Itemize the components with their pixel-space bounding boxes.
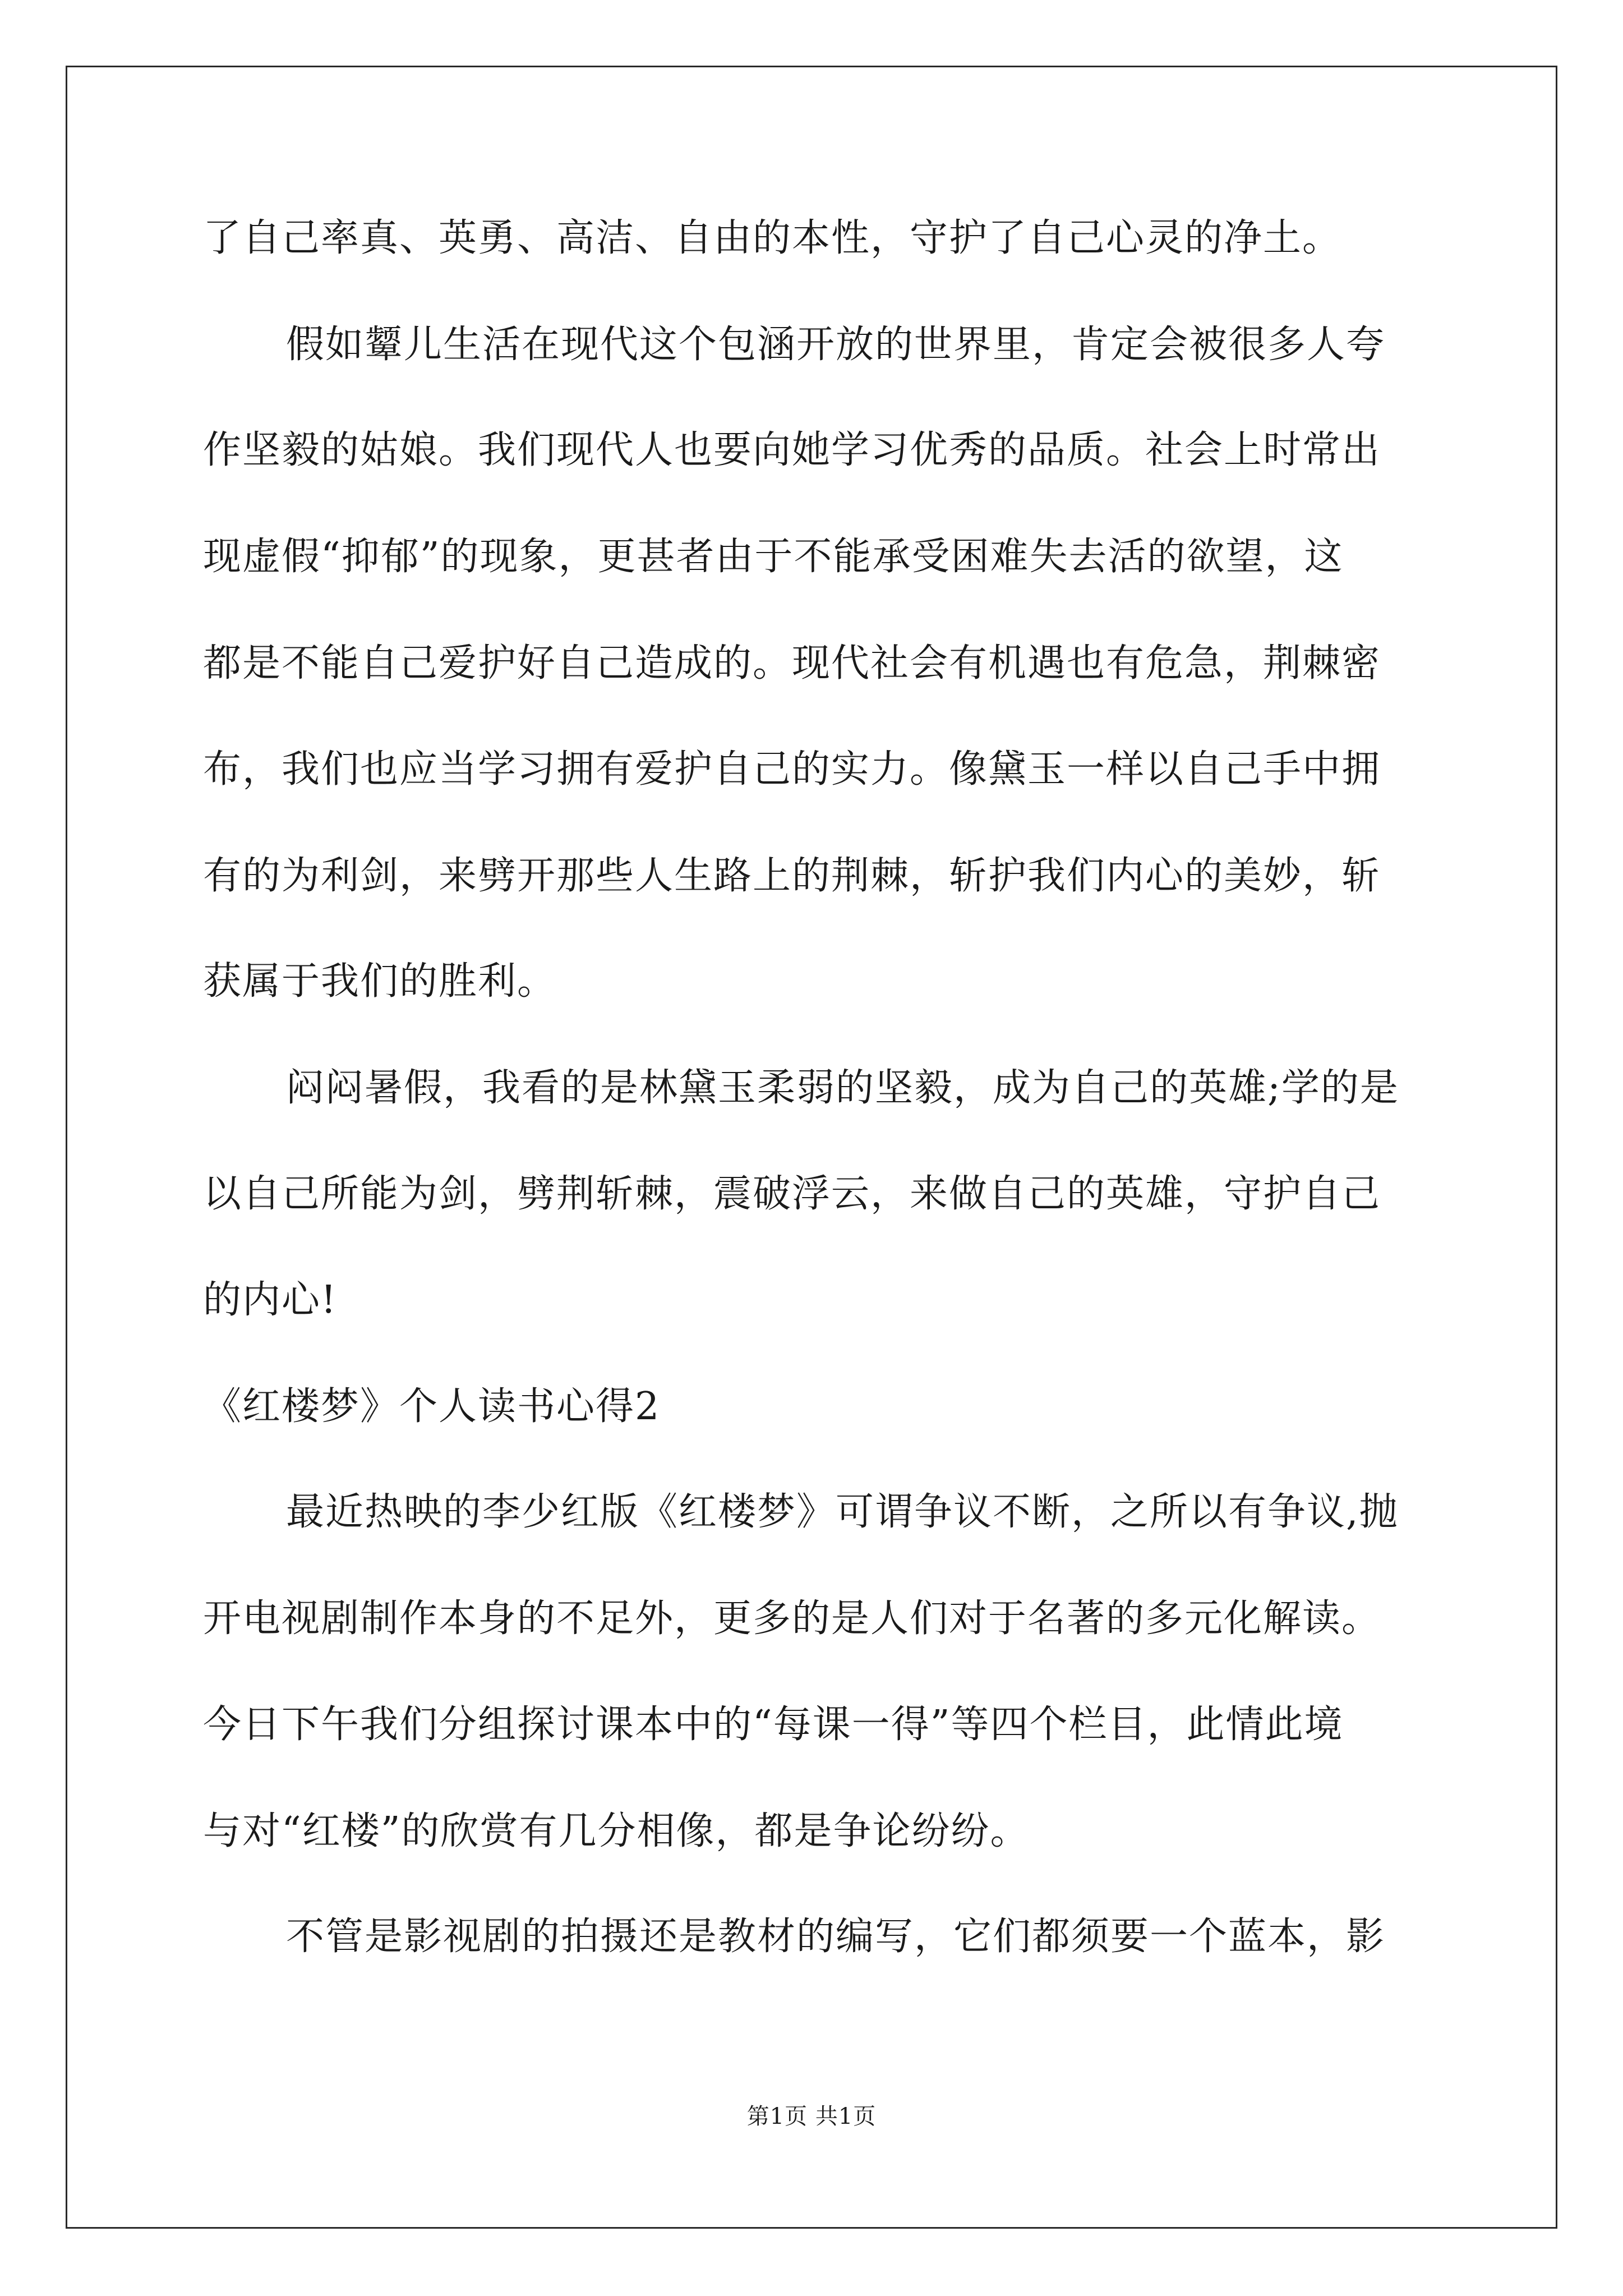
page-number: 第1页 共1页 [746, 2104, 877, 2129]
text-line: 的内心! [203, 1278, 338, 1322]
text-line: 有的为利剑，来劈开那些人生路上的荆棘，斩护我们内心的美妙，斩 [203, 854, 1381, 898]
text-line: 作坚毅的姑娘。我们现代人也要向她学习优秀的品质。社会上时常出 [203, 428, 1381, 472]
text-line: 都是不能自己爱护好自己造成的。现代社会有机遇也有危急，荆棘密 [203, 641, 1381, 685]
paragraph-first-line: 闷闷暑假，我看的是林黛玉柔弱的坚毅，成为自己的英雄;学的是 [286, 1066, 1399, 1110]
text-line: 开电视剧制作本身的不足外，更多的是人们对于名著的多元化解读。 [203, 1596, 1381, 1641]
section-heading: 《红楼梦》个人读书心得2 [203, 1384, 661, 1429]
text-line: 了自己率真、英勇、高洁、自由的本性，守护了自己心灵的净土。 [203, 216, 1342, 260]
text-line: 现虚假“抑郁”的现象，更甚者由于不能承受困难失去活的欲望，这 [203, 535, 1344, 579]
paragraph-first-line: 假如颦儿生活在现代这个包涵开放的世界里，肯定会被很多人夸 [286, 323, 1386, 367]
text-line: 获属于我们的胜利。 [203, 959, 557, 1004]
page-border [66, 66, 1557, 2229]
text-line: 布，我们也应当学习拥有爱护自己的实力。像黛玉一样以自己手中拥 [203, 747, 1381, 792]
text-line: 以自己所能为剑，劈荆斩棘，震破浮云，来做自己的英雄，守护自己 [203, 1172, 1381, 1216]
paragraph-first-line: 最近热映的李少红版《红楼梦》可谓争议不断，之所以有争议,抛 [286, 1490, 1399, 1534]
text-line: 与对“红楼”的欣赏有几分相像，都是争论纷纷。 [203, 1809, 1030, 1853]
text-line: 今日下午我们分组探讨课本中的“每课一得”等四个栏目，此情此境 [203, 1703, 1344, 1747]
paragraph-first-line: 不管是影视剧的拍摄还是教材的编写，它们都须要一个蓝本，影 [286, 1915, 1386, 1959]
